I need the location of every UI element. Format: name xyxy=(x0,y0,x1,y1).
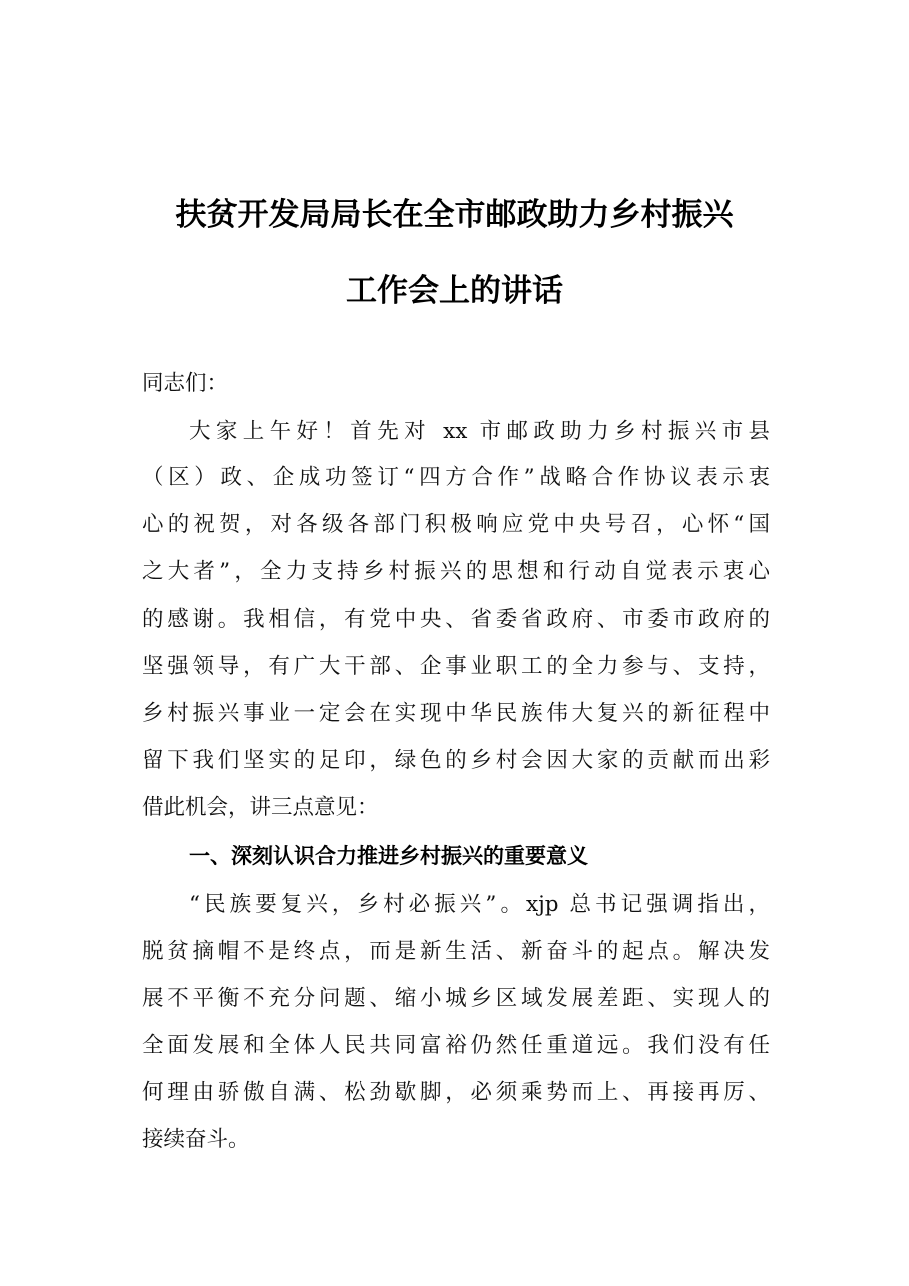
paragraph-1-line-4: 之大者”，全力支持乡村振兴的思想和行动自觉表示衷心 xyxy=(142,559,770,584)
paragraph-1-line-7: 乡村振兴事业一定会在实现中华民族伟大复兴的新征程中 xyxy=(142,701,770,726)
paragraph-1-line-6: 坚强领导，有广大干部、企事业职工的全力参与、支持， xyxy=(142,654,770,679)
paragraph-1-line-8: 留下我们坚实的足印，绿色的乡村会因大家的贡献而出彩 xyxy=(142,748,770,773)
paragraph-1-line-5: 的感谢。我相信，有党中央、省委省政府、市委市政府的 xyxy=(142,607,770,632)
paragraph-1-line-2: （区）政、企成功签订“四方合作”战略合作协议表示衷 xyxy=(142,465,770,490)
paragraph-1-line-1: 大家上午好！首先对 xx 市邮政助力乡村振兴市县 xyxy=(189,419,770,444)
paragraph-2-line-2: 脱贫摘帽不是终点，而是新生活、新奋斗的起点。解决发 xyxy=(142,939,770,964)
paragraph-1-line-9: 借此机会，讲三点意见： xyxy=(142,795,379,820)
paragraph-2-line-5: 何理由骄傲自满、松劲歇脚，必须乘势而上、再接再厉、 xyxy=(142,1080,770,1105)
document-title-line-1: 扶贫开发局局长在全市邮政助力乡村振兴 xyxy=(175,197,734,233)
paragraph-2-line-1: “民族要复兴，乡村必振兴”。xjp 总书记强调指出， xyxy=(189,892,770,917)
paragraph-2-line-3: 展不平衡不充分问题、缩小城乡区域发展差距、实现人的 xyxy=(142,986,770,1011)
paragraph-2-line-4: 全面发展和全体人民共同富裕仍然任重道远。我们没有任 xyxy=(142,1033,770,1058)
document-title-line-2: 工作会上的讲话 xyxy=(346,273,563,309)
section-heading-1: 一、深刻认识合力推进乡村振兴的重要意义 xyxy=(189,844,588,868)
paragraph-2-line-6: 接续奋斗。 xyxy=(142,1127,250,1152)
paragraph-1-line-3: 心的祝贺，对各级各部门积极响应党中央号召，心怀“国 xyxy=(142,512,770,537)
salutation: 同志们： xyxy=(142,371,229,396)
